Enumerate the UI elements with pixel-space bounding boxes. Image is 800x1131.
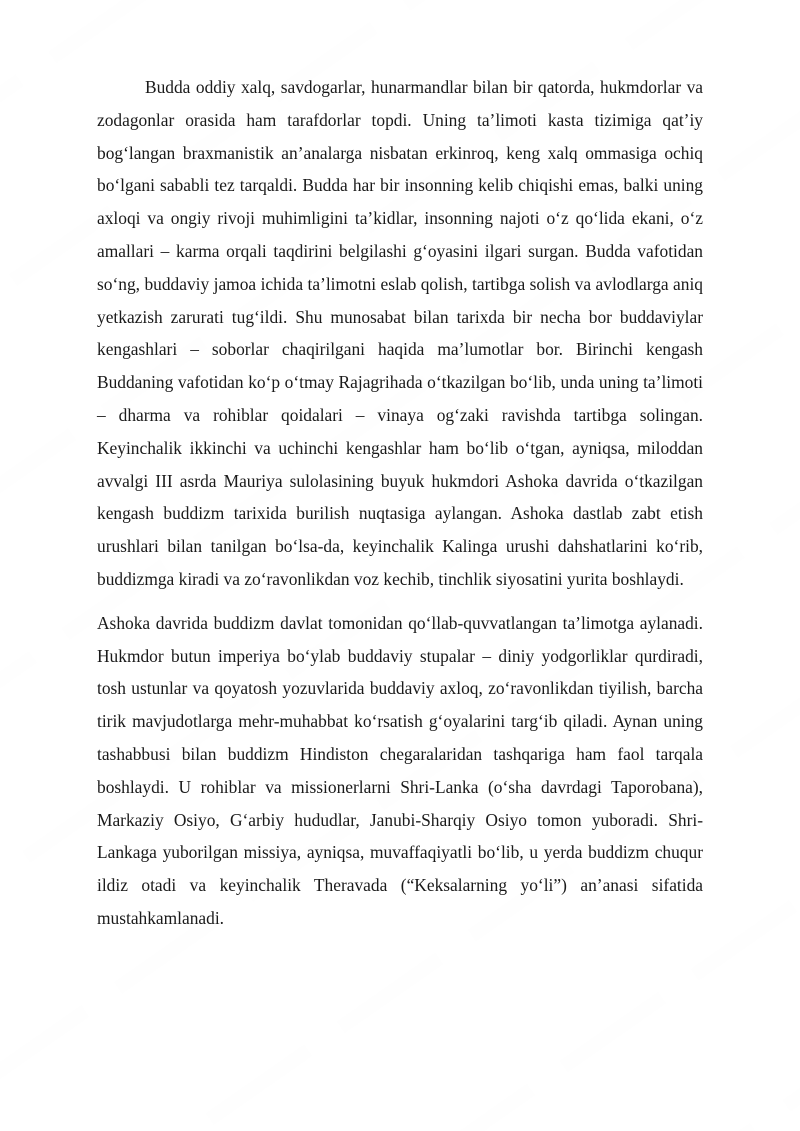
- paragraph-ashoka-era: Ashoka davrida buddizm davlat tomonidan qo‘llab-quvvatlangan ta’limotga aylanadi. Hukmdor butun imperiya bo‘ylab buddaviy stupalar – diniy yodgorliklar qurdiradi, tosh ustunlar va qoyatosh yozuvlarida buddaviy axloq, zo‘ravonlikdan tiyilish, barcha tirik mavjudotlarga mehr-muhabbat ko‘rsatish g‘oyalarini targ‘ib qiladi. Aynan uning tashabbusi bilan buddizm Hindiston chegaralaridan tashqariga ham faol tarqala boshlaydi. U rohiblar va missionerlarni Shri-Lanka (o‘sha davrdagi Taporobana), Markaziy Osiyo, G‘arbiy hududlar, Janubi-Sharqiy Osiyo tomon yuboradi. Shri-Lankaga yuborilgan missiya, ayniqsa, muvaffaqiyatli bo‘lib, u yerda buddizm chuqur ildiz otadi va keyinchalik Theravada (“Keksalarning yo‘li”) an’anasi sifatida mustahkamlanadi.: [97, 612, 703, 928]
- body-text: [97, 71, 703, 935]
- paragraph-buddha-teachings: Budda oddiy xalq, savdogarlar, hunarmandlar bilan bir qatorda, hukmdorlar va zodagonlar orasida ham tarafdorlar topdi. Uning ta’limoti kasta tizimiga qat’iy bog‘langan braxmanistik an’analarga nisbatan erkinroq, keng xalq ommasiga ochiq bo‘lgani sababli tez tarqaldi. Budda har bir insonning kelib chiqishi emas, balki uning axloqi va ongiy rivoji muhimligini ta’kidlar, insonning najoti o‘z qo‘lida ekani, o‘z amallari – karma orqali taqdirini belgilashi g‘oyasini ilgari surgan. Budda vafotidan so‘ng, buddaviy jamoa ichida ta’limotni eslab qolish, tartibga solish va avlodlarga aniq yetkazish zarurati tug‘ildi. Shu munosabat bilan tarixda bir necha bor buddaviylar kengashlari – soborlar chaqirilgani haqida ma’lumotlar bor. Birinchi kengash Buddaning vafotidan ko‘p o‘tmay Rajagrihada o‘tkazilgan bo‘lib, unda uning ta’limoti – dharma va rohiblar qoidalari – vinaya og‘zaki ravishda tartibga solingan. Keyinchalik ikkinchi va uchinchi kengashlar ham bo‘lib o‘tgan, ayniqsa, miloddan avvalgi III asrda Mauriya sulolasining buyuk hukmdori Ashoka davrida o‘tkazilgan kengash buddizm tarixida burilish nuqtasiga aylangan. Ashoka dastlab zabt etish urushlari bilan tanilgan bo‘lsa-da, keyinchalik Kalinga urushi dahshatlarini ko‘rib, buddizmga kiradi va zo‘ravonlikdan voz kechib, tinchlik siyosatini yurita boshlaydi.: [97, 77, 703, 589]
